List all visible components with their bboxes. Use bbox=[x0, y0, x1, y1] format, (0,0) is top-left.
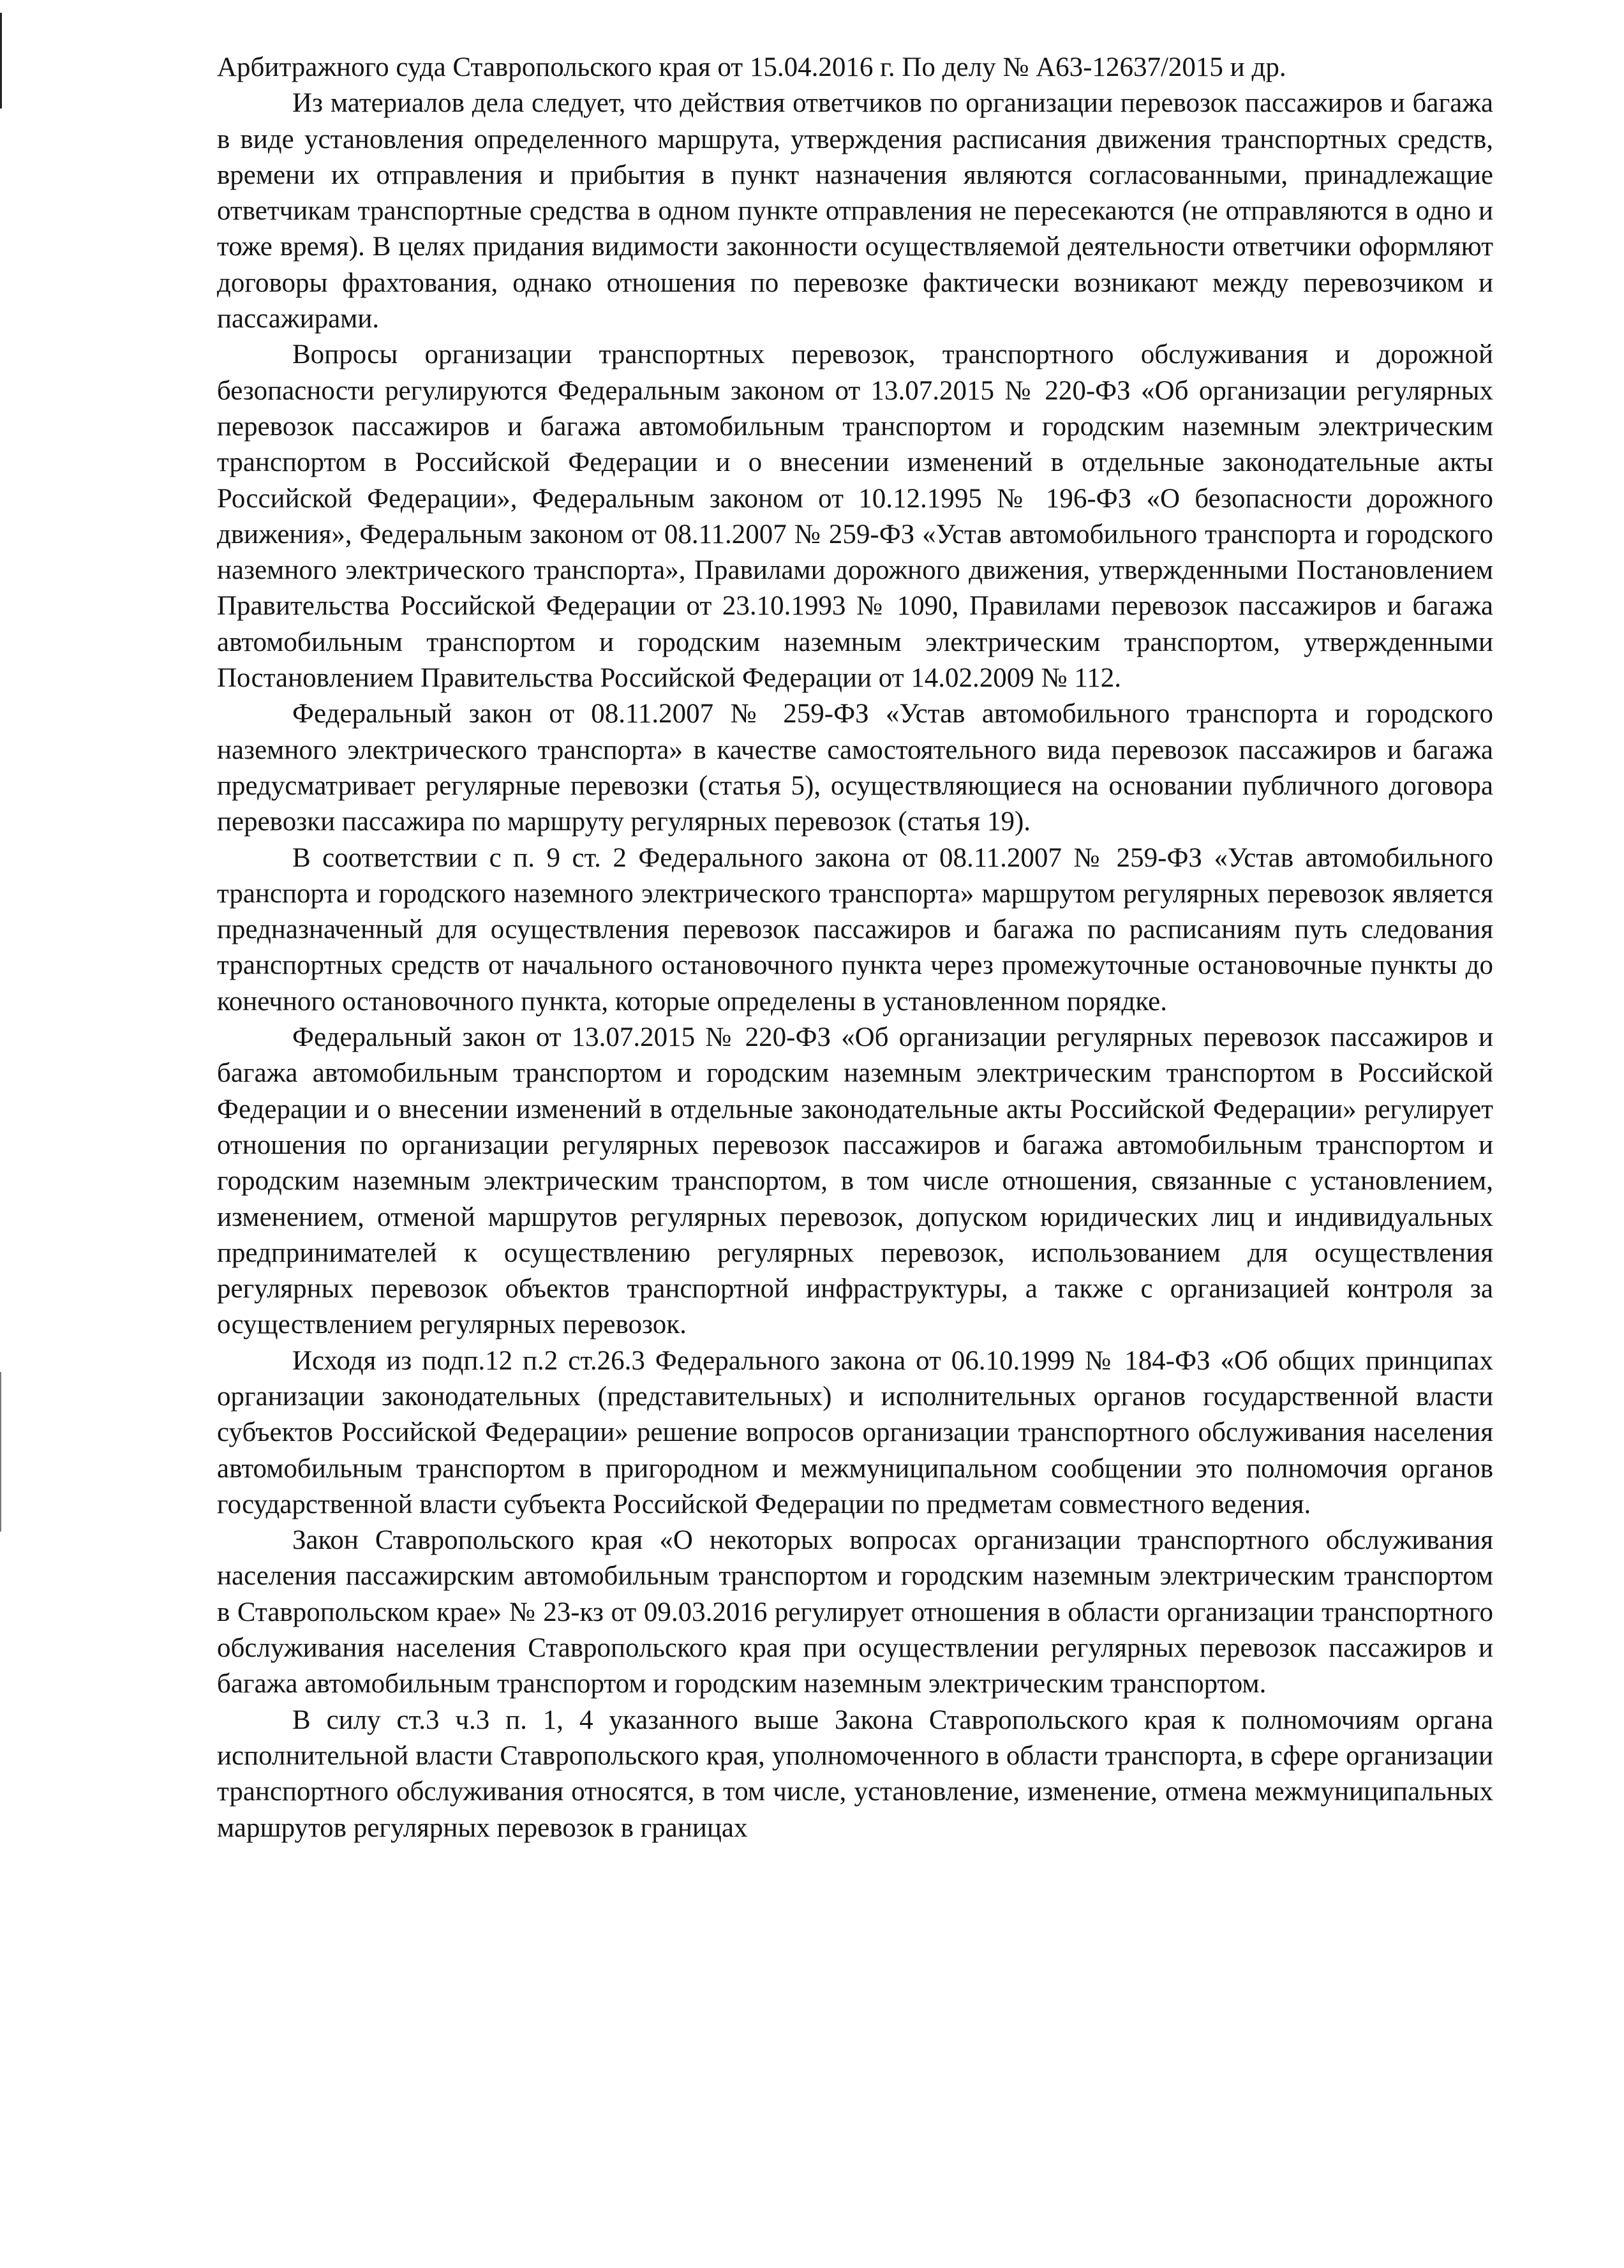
scan-edge-mark bbox=[0, 1372, 1, 1532]
paragraph-continuation: Арбитражного суда Ставропольского края от 15.04.2016 г. По делу № А63-12637/2015 и др. bbox=[217, 52, 1286, 82]
paragraph: В силу ст.3 ч.3 п. 1, 4 указанного выше Закона Ставропольского края к полномочиям органа исполнительной власти Ставропольского края, уполномоченного в области транспорта, в сфере организации транспортного обслуживания относятся, в том числе, установление, изменение, отмена межмуниципальных маршрутов регулярных перевозок в границах bbox=[217, 1705, 1493, 1843]
paragraph: Закон Ставропольского края «О некоторых вопросах организации транспортного обслуживания населения пассажирским автомобильным транспортом и городским наземным электрическим транспортом в Ставропольском крае» № 23-кз от 09.03.2016 регулирует отношения в области организации транспортного обслуживания населения Ставропольского края при осуществлении регулярных перевозок пассажиров и багажа автомобильным транспортом и городским наземным электрическим транспортом. bbox=[217, 1525, 1493, 1699]
paragraph: Федеральный закон от 13.07.2015 № 220-ФЗ «Об организации регулярных перевозок пассажиров и багажа автомобильным транспортом и городским наземным электрическим транспортом в Российской Федерации и о внесении изменений в отдельные законодательные акты Российской Федерации» регулирует отношения по организации регулярных перевозок пассажиров и багажа автомобильным транспортом и городским наземным электрическим транспортом, в том числе отношения, связанные с установлением, изменением, отменой маршрутов регулярных перевозок, допуском юридических лиц и индивидуальных предпринимателей к осуществлению регулярных перевозок, использованием для осуществления регулярных перевозок объектов транспортной инфраструктуры, а также с организацией контроля за осуществлением регулярных перевозок. bbox=[217, 1022, 1493, 1340]
paragraph: Вопросы организации транспортных перевозок, транспортного обслуживания и дорожной безопасности регулируются Федеральным законом от 13.07.2015 № 220-ФЗ «Об организации регулярных перевозок пассажиров и багажа автомобильным транспортом и городским наземным электрическим транспортом в Российской Федерации и о внесении изменений в отдельные законодательные акты Российской Федерации», Федеральным законом от 10.12.1995 № 196-ФЗ «О безопасности дорожного движения», Федеральным законом от 08.11.2007 № 259-ФЗ «Устав автомобильного транспорта и городского наземного электрического транспорта», Правилами дорожного движения, утвержденными Постановлением Правительства Российской Федерации от 23.10.1993 № 1090, Правилами перевозок пассажиров и багажа автомобильным транспортом и городским наземным электрическим транспортом, утвержденными Постановлением Правительства Российской Федерации от 14.02.2009 № 112. bbox=[217, 339, 1493, 694]
paragraph: Исходя из подп.12 п.2 ст.26.3 Федерального закона от 06.10.1999 № 184-ФЗ «Об общих принципах организации законодательных (представительных) и исполнительных органов государственной власти субъектов Российской Федерации» решение вопросов организации транспортного обслуживания населения автомобильным транспортом в пригородном и межмуниципальном сообщении это полномочия органов государственной власти субъекта Российской Федерации по предметам совместного ведения. bbox=[217, 1345, 1493, 1519]
document-body bbox=[217, 50, 1493, 1846]
paragraph: Федеральный закон от 08.11.2007 № 259-ФЗ «Устав автомобильного транспорта и городского наземного электрического транспорта» в качестве самостоятельного вида перевозок пассажиров и багажа предусматривает регулярные перевозки (статья 5), осуществляющиеся на основании публичного договора перевозки пассажира по маршруту регулярных перевозок (статья 19). bbox=[217, 699, 1493, 837]
paragraph: В соответствии с п. 9 ст. 2 Федерального закона от 08.11.2007 № 259-ФЗ «Устав автомобильного транспорта и городского наземного электрического транспорта» маршрутом регулярных перевозок является предназначенный для осуществления перевозок пассажиров и багажа по расписаниям путь следования транспортных средств от начального остановочного пункта через промежуточные остановочные пункты до конечного остановочного пункта, которые определены в установленном порядке. bbox=[217, 842, 1493, 1017]
scan-edge-mark bbox=[0, 13, 2, 108]
paragraph: Из материалов дела следует, что действия ответчиков по организации перевозок пассажиров и багажа в виде установления определенного маршрута, утверждения расписания движения транспортных средств, времени их отправления и прибытия в пункт назначения являются согласованными, принадлежащие ответчикам транспортные средства в одном пункте отправления не пересекаются (не отправляются в одно и тоже время). В целях придания видимости законности осуществляемой деятельности ответчики оформляют договоры фрахтования, однако отношения по перевозке фактически возникают между перевозчиком и пассажирами. bbox=[217, 88, 1493, 334]
